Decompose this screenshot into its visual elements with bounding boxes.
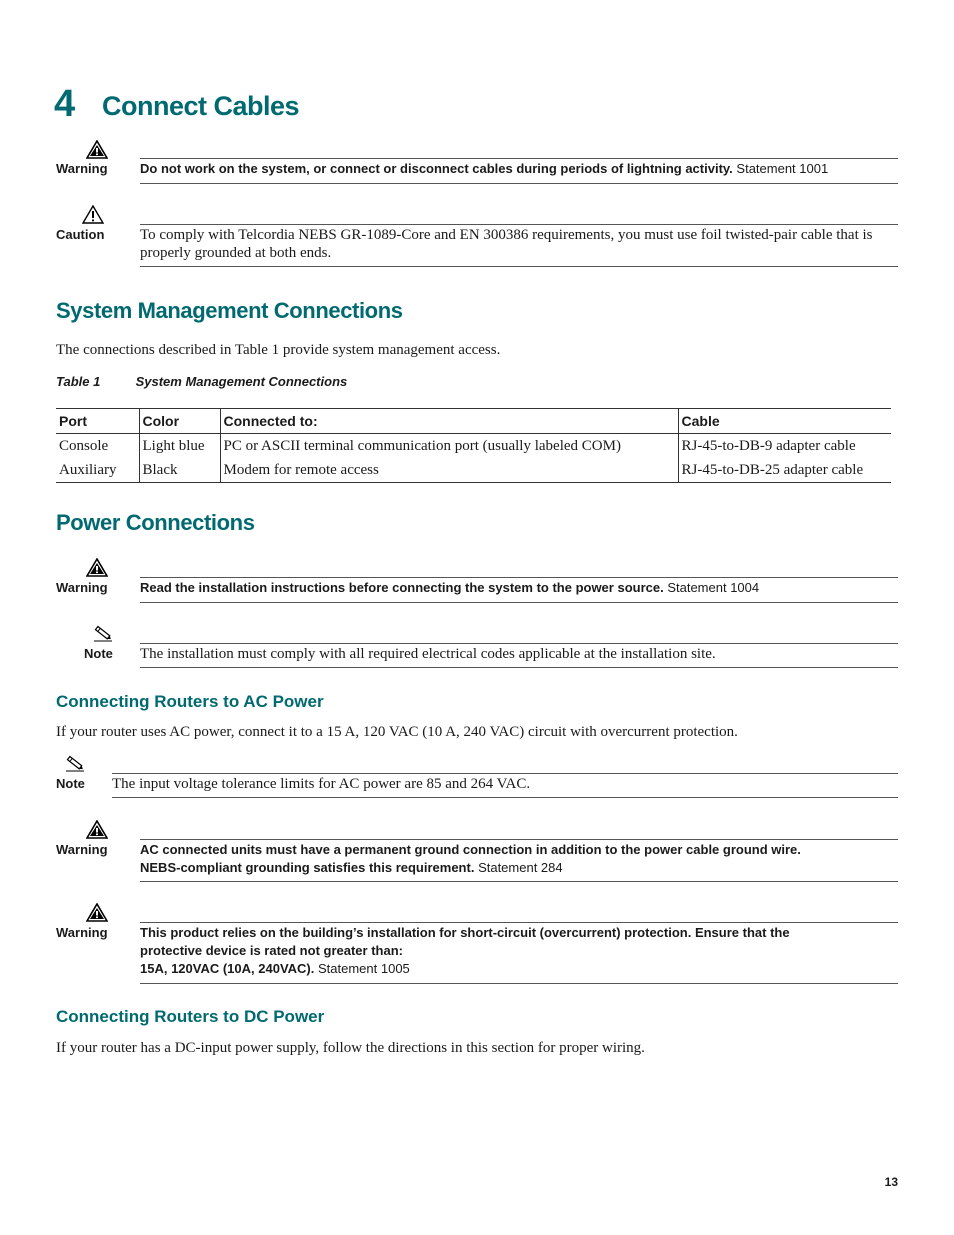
divider — [140, 881, 898, 882]
note-label: Note — [56, 776, 85, 791]
statement-number: Statement 284 — [478, 860, 563, 875]
statement-number: Statement 1004 — [667, 580, 760, 595]
caution-icon — [82, 205, 104, 224]
table-header-row — [56, 409, 891, 434]
paragraph: If your router uses AC power, connect it to a 15 A, 120 VAC (10 A, 240 VAC) circuit with overcurrent protection. — [56, 724, 738, 740]
column-header: Connected to: — [220, 409, 678, 434]
paragraph: If your router has a DC-input power supply, follow the directions in this section for proper wiring. — [56, 1040, 645, 1056]
table-cell: PC or ASCII terminal communication port (usually labeled COM) — [220, 434, 678, 459]
section-heading: System Management Connections — [56, 298, 403, 323]
divider — [140, 602, 898, 603]
divider — [140, 667, 898, 668]
warning-icon — [86, 140, 108, 159]
table-cell: RJ-45-to-DB-25 adapter cable — [678, 458, 891, 483]
warning-text: Read the installation instructions before connecting the system to the power source. — [140, 580, 664, 595]
note-label: Note — [84, 646, 113, 661]
divider — [140, 839, 898, 840]
warning-text: protective device is rated not greater than: — [140, 943, 403, 958]
note-text: The installation must comply with all required electrical codes applicable at the installation site. — [140, 646, 716, 662]
warning-text: 15A, 120VAC (10A, 240VAC). — [140, 961, 315, 976]
column-header: Port — [56, 409, 139, 434]
statement-number: Statement 1005 — [318, 961, 410, 976]
subsection-heading: Connecting Routers to AC Power — [56, 692, 324, 711]
pencil-icon — [64, 754, 86, 772]
table-row — [56, 434, 891, 459]
table-cell: Black — [139, 458, 220, 483]
paragraph: The connections described in Table 1 provide system management access. — [56, 342, 501, 358]
warning-icon — [86, 820, 108, 839]
divider — [140, 183, 898, 184]
statement-number: Statement 1001 — [736, 161, 829, 176]
warning-text: AC connected units must have a permanent ground connection in addition to the power cable ground wire. — [140, 842, 801, 857]
divider — [112, 773, 898, 774]
table-caption-text: System Management Connections — [135, 374, 348, 389]
divider — [112, 797, 898, 798]
pencil-icon — [92, 624, 114, 642]
divider — [140, 922, 898, 923]
warning-icon — [86, 558, 108, 577]
chapter-number: 4 — [54, 83, 76, 125]
warning-label: Warning — [56, 842, 108, 857]
warning-text: NEBS-compliant grounding satisfies this requirement. — [140, 860, 475, 875]
note-text: The input voltage tolerance limits for AC power are 85 and 264 VAC. — [112, 776, 531, 792]
table-label: Table 1 — [56, 374, 101, 389]
table-cell: RJ-45-to-DB-9 adapter cable — [678, 434, 891, 459]
warning-label: Warning — [56, 925, 108, 940]
divider — [140, 224, 898, 225]
page-number: 13 — [884, 1175, 898, 1189]
caution-label: Caution — [56, 227, 105, 242]
table-cell: Modem for remote access — [220, 458, 678, 483]
divider — [140, 983, 898, 984]
warning-label: Warning — [56, 161, 108, 176]
divider — [140, 643, 898, 644]
table-row — [56, 458, 891, 483]
subsection-heading: Connecting Routers to DC Power — [56, 1007, 325, 1026]
column-header: Color — [139, 409, 220, 434]
system-management-table — [56, 408, 891, 483]
warning-text: Do not work on the system, or connect or disconnect cables during periods of lightning activity. — [140, 161, 733, 176]
column-header: Cable — [678, 409, 891, 434]
table-cell: Light blue — [139, 434, 220, 459]
caution-text: To comply with Telcordia NEBS GR-1089-Core and EN 300386 requirements, you must use foil twisted-pair cable that is properly grounded at both ends. — [140, 227, 873, 261]
table-cell: Console — [59, 437, 109, 454]
divider — [140, 577, 898, 578]
warning-icon — [86, 903, 108, 922]
table-cell: Auxiliary — [56, 458, 139, 483]
warning-label: Warning — [56, 580, 108, 595]
warning-text: This product relies on the building’s installation for short-circuit (overcurrent) protection. Ensure that the — [140, 925, 790, 940]
divider — [140, 266, 898, 267]
table-caption — [56, 374, 347, 389]
chapter-title: Connect Cables — [102, 91, 300, 121]
divider — [140, 158, 898, 159]
section-heading: Power Connections — [56, 510, 255, 535]
